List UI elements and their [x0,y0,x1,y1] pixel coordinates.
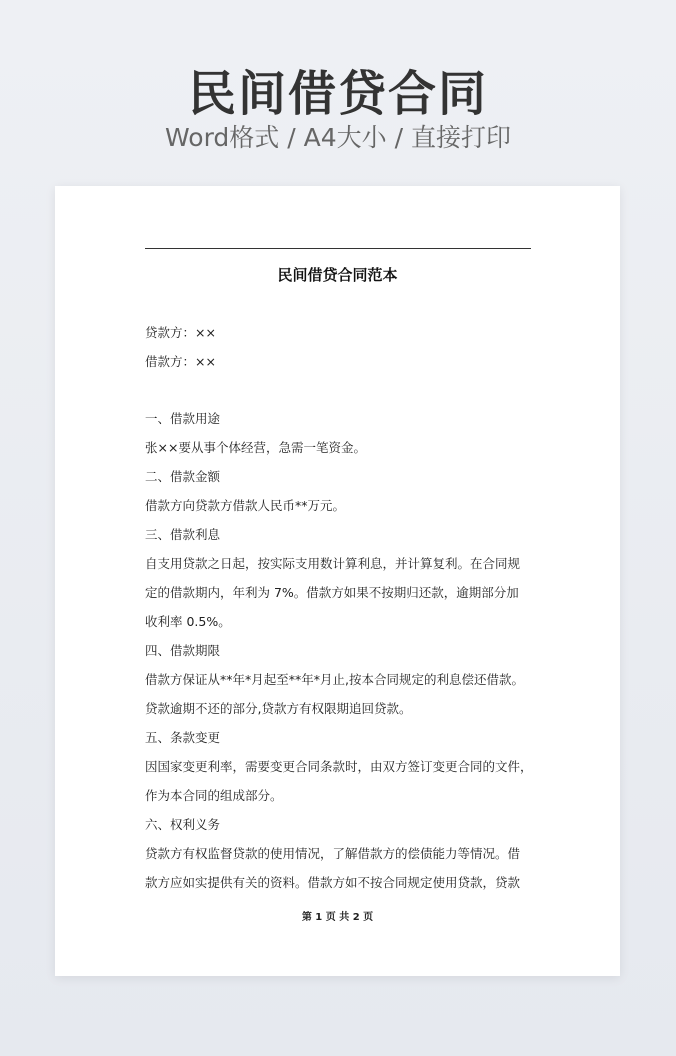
section-text: 借款方向贷款方借款人民币**万元。 [145,498,346,513]
section-text: 定的借款期内，年利为 7%。借款方如果不按期归还款，逾期部分加 [145,585,519,600]
page-number-footer: 第 1 页 共 2 页 [301,912,374,923]
header-rule [145,248,531,249]
section-text: 收利率 0.5%。 [145,614,231,629]
document-body [145,318,531,897]
section-text: 作为本合同的组成部分。 [145,788,283,803]
section-text: 借款方保证从**年*月起至**年*月止,按本合同规定的利息偿还借款。 [145,672,524,687]
section-heading: 三、借款利息 [145,527,221,542]
section-text: 张××要从事个体经营，急需一笔资金。 [145,440,366,455]
section-heading: 二、借款金额 [145,469,221,484]
section-text: 贷款方有权监督贷款的使用情况，了解借款方的偿债能力等情况。借 [145,846,521,861]
section-heading: 五、条款变更 [145,730,221,745]
section-text: 款方应如实提供有关的资料。借款方如不按合同规定使用贷款，贷款 [145,875,521,890]
banner-subtitle: Word格式 / A4大小 / 直接打印 [165,123,511,152]
section-heading: 四、借款期限 [145,643,221,658]
borrower-line: 借款方：×× [145,354,216,369]
lender-line: 贷款方：×× [145,325,216,340]
section-heading: 六、权利义务 [145,817,221,832]
section-text: 因国家变更利率，需要变更合同条款时，由双方签订变更合同的文件， [145,759,533,774]
banner-title: 民间借贷合同 [187,66,488,122]
document-page [55,186,620,976]
blank-line [145,376,531,404]
section-text: 自支用贷款之日起，按实际支用数计算利息，并计算复利。在合同规 [145,556,521,571]
document-title: 民间借贷合同范本 [277,266,398,284]
section-heading: 一、借款用途 [145,411,221,426]
section-text: 贷款逾期不还的部分,贷款方有权限期追回贷款。 [145,701,412,716]
